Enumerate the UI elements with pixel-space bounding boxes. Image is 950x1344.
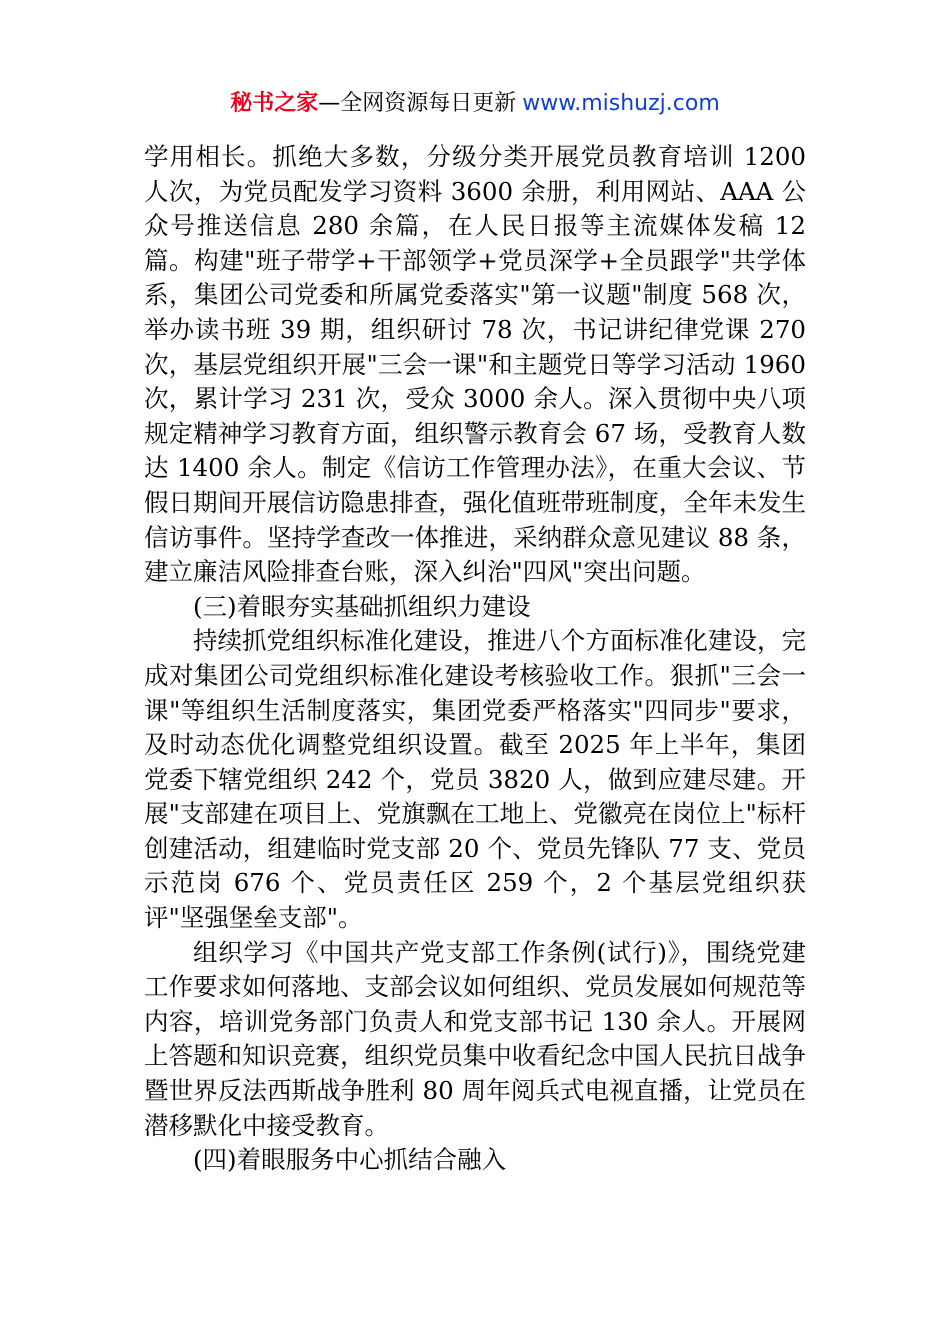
section-heading-3: (三)着眼夯实基础抓组织力建设 — [193, 591, 531, 621]
document-body — [144, 140, 806, 1178]
section-heading-4: (四)着眼服务中心抓结合融入 — [193, 1145, 507, 1175]
paragraph-continuation: 学用相长。抓绝大多数，分级分类开展党员教育培训 1200 人次，为党员配发学习资料 3600 余册，利用网站、AAA 公众号推送信息 280 余篇，在人民日报等主流媒体发稿 12 篇。构建"班子带学+干部领学+党员深学+全员跟学"共学体系，集团公司党委和所属党委落实"第一议题"制度 568 次，举办读书班 39 期，组织研讨 78 次，书记讲纪律党课 270 次，基层党组织开展"三会一课"和主题党日等学习活动 1960 次，累计学习 231 次，受众 3000 余人。深入贯彻中央八项规定精神学习教育方面，组织警示教育会 67 场，受教育人数达 1400 余人。制定《信访工作管理办法》，在重大会议、节假日期间开展信访隐患排查，强化值班带班制度，全年未发生信访事件。坚持学查改一体推进，采纳群众意见建议 88 条，建立廉洁风险排查台账，深入纠治"四风"突出问题。 — [144, 142, 806, 587]
paragraph-organization-standardization: 持续抓党组织标准化建设，推进八个方面标准化建设，完成对集团公司党组织标准化建设考核验收工作。狠抓"三会一课"等组织生活制度落实，集团党委严格落实"四同步"要求，及时动态优化调整党组织设置。截至 2025 年上半年，集团党委下辖党组织 242 个，党员 3820 人，做到应建尽建。开展"支部建在项目上、党旗飘在工地上、党徽亮在岗位上"标杆创建活动，组建临时党支部 20 个、党员先锋队 77 支、党员示范岗 676 个、党员责任区 259 个，2 个基层党组织获评"坚强堡垒支部"。 — [144, 626, 806, 933]
site-brand: 秘书之家 — [230, 91, 319, 116]
site-url-link[interactable]: www.mishuzj.com — [522, 91, 720, 116]
page-header — [0, 88, 950, 120]
header-dash: — — [318, 91, 341, 116]
header-slogan: 全网资源每日更新 — [340, 91, 517, 116]
paragraph-study-regulations: 组织学习《中国共产党支部工作条例(试行)》，围绕党建工作要求如何落地、支部会议如何组织、党员发展如何规范等内容，培训党务部门负责人和党支部书记 130 余人。开展网上答题和知识竞赛，组织党员集中收看纪念中国人民抗日战争暨世界反法西斯战争胜利 80 周年阅兵式电视直播，让党员在潜移默化中接受教育。 — [144, 937, 806, 1140]
